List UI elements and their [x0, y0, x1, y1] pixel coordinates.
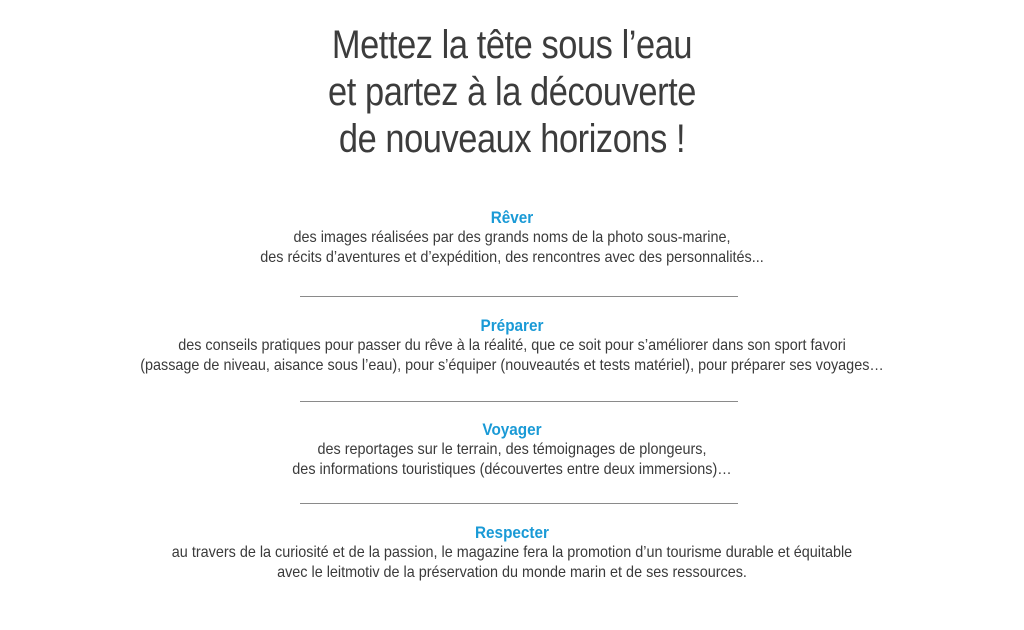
- section-voyager: [0, 420, 1024, 480]
- section-title: Préparer: [480, 316, 544, 335]
- headline: [72, 22, 953, 163]
- divider: [300, 401, 738, 402]
- divider: [300, 296, 738, 297]
- section-text-line: avec le leitmotiv de la préservation du monde marin et de ses ressources.: [277, 564, 747, 581]
- section-text-line: des conseils pratiques pour passer du rêve à la réalité, que ce soit pour s’améliorer dans son sport favori: [178, 337, 846, 354]
- section-text-line: des reportages sur le terrain, des témoignages de plongeurs,: [317, 441, 707, 458]
- section-title: Respecter: [475, 523, 549, 542]
- section-text-line: (passage de niveau, aisance sous l’eau), pour s’équiper (nouveautés et tests matériel), pour préparer ses voyages…: [140, 357, 884, 374]
- section-text-line: des images réalisées par des grands noms de la photo sous-marine,: [293, 229, 731, 246]
- headline-line-1: Mettez la tête sous l’eau: [331, 23, 693, 67]
- section-text-line: des informations touristiques (découvertes entre deux immersions)…: [292, 461, 732, 478]
- section-text-line: au travers de la curiosité et de la passion, le magazine fera la promotion d’un tourisme durable et équitable: [171, 544, 853, 561]
- divider: [300, 503, 738, 504]
- section-respecter: [0, 523, 1024, 583]
- headline-line-3: de nouveaux horizons !: [338, 117, 686, 161]
- headline-line-2: et partez à la découverte: [328, 70, 696, 114]
- section-rever: [0, 208, 1024, 268]
- section-preparer: [0, 316, 1024, 376]
- section-text-line: des récits d’aventures et d’expédition, des rencontres avec des personnalités...: [260, 249, 764, 266]
- section-title: Voyager: [482, 420, 542, 439]
- section-title: Rêver: [490, 208, 534, 227]
